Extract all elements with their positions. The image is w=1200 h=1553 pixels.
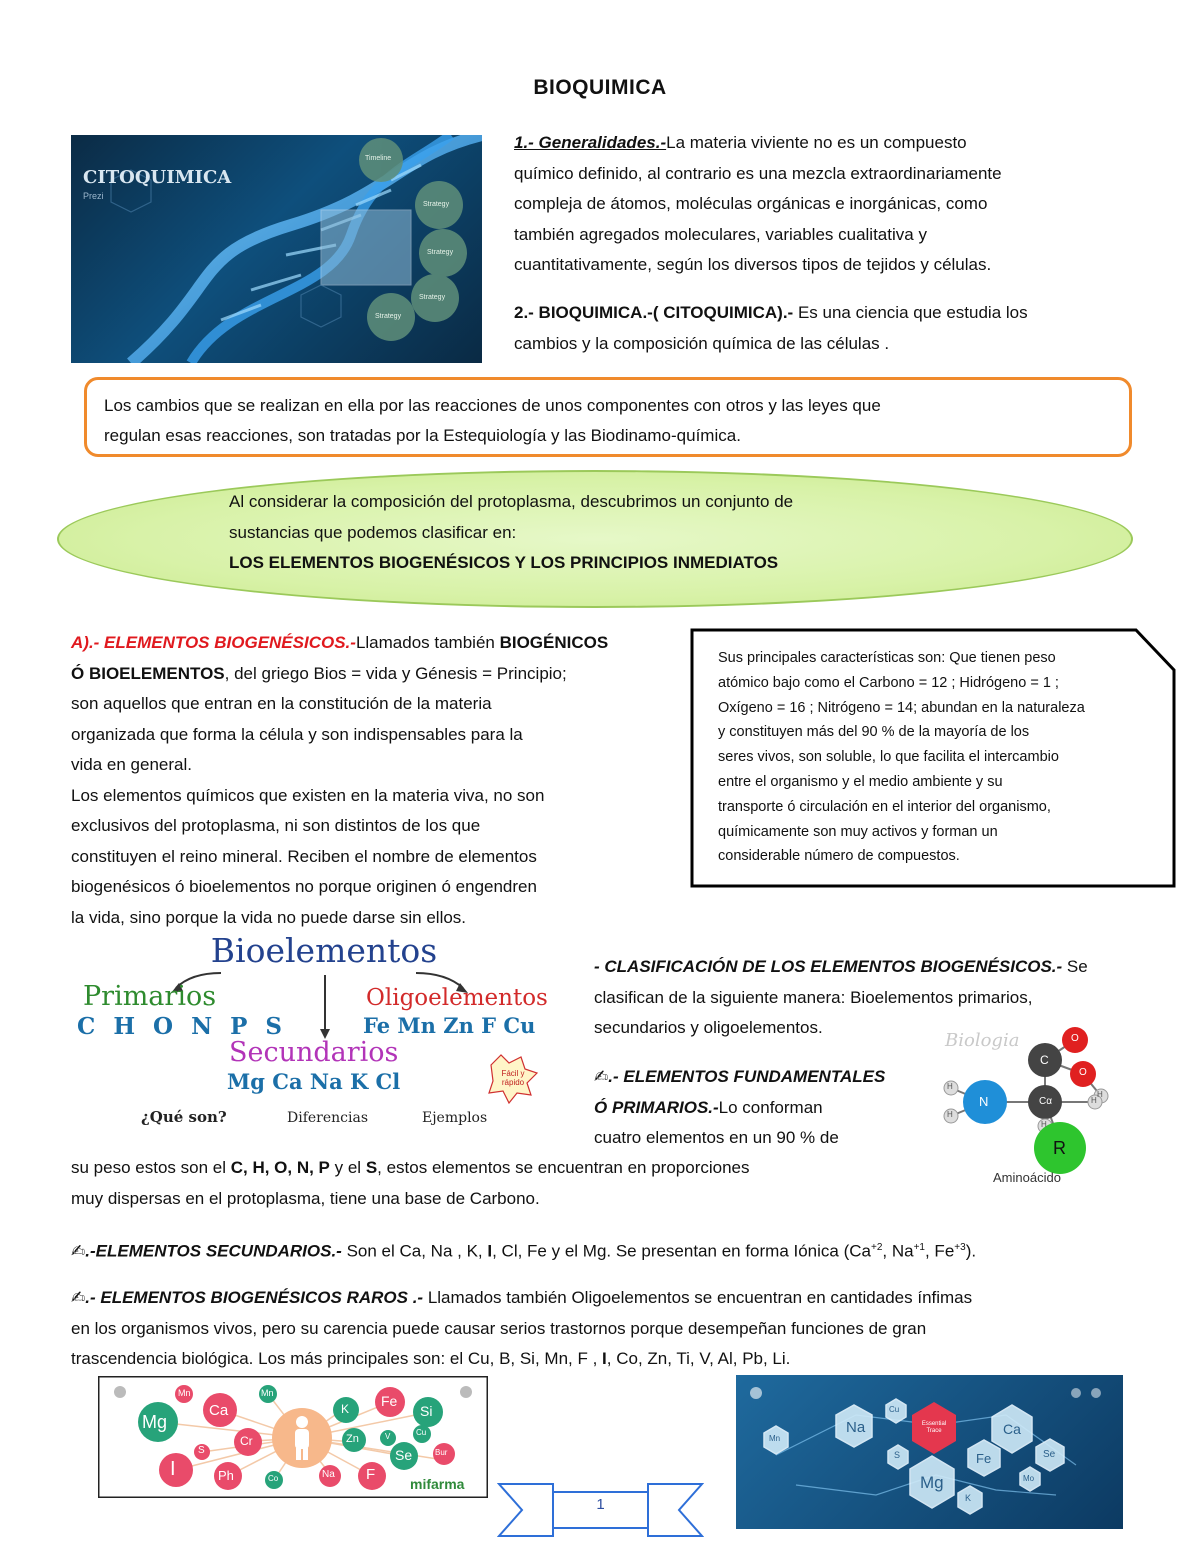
element-label: V [385, 1432, 391, 1441]
dna-bubble-label: Strategy [375, 313, 402, 320]
element-label: Ph [218, 1468, 234, 1483]
bio-oligo: Oligoelementos [366, 985, 548, 1011]
generalidades-text: La materia viviente no es un compuesto [666, 133, 967, 152]
element-label: Co [268, 1474, 279, 1483]
atom-label: H [1097, 1090, 1103, 1099]
hexagon-elements-image [736, 1375, 1123, 1529]
element-label: Na [846, 1419, 866, 1436]
fundamentales-text: y el [329, 1158, 366, 1177]
atom-label: N [979, 1094, 989, 1109]
caracteristicas-text [718, 646, 1138, 869]
caracteristicas-line: químicamente son muy activos y forman un [718, 823, 998, 840]
secundarios-text: , Fe [924, 1241, 955, 1261]
caracteristicas-line: Sus principales características son: Que tienen peso [718, 650, 1056, 666]
caracteristicas-line: atómico bajo como el Carbono = 12 ; Hidrógeno = 1 ; [718, 674, 1059, 691]
raros-line: en los organismos vivos, pero su carencia puede causar serios trastornos porque desempeñan funciones de gran [71, 1318, 927, 1338]
caracteristicas-line: y constituyen más del 90 % de la mayoría de los [718, 724, 1030, 741]
generalidades-line: compleja de átomos, moléculas orgánicas e inorgánicas, como [514, 194, 988, 213]
fundamentales-label: .- ELEMENTOS FUNDAMENTALES [608, 1067, 886, 1086]
bioquimica-line: cambios y la composición química de las células . [514, 333, 890, 353]
page-title: BIOQUIMICA [533, 76, 667, 99]
element-label: Mn [178, 1388, 191, 1398]
bioquimica-label: 2.- BIOQUIMICA.-( CITOQUIMICA).- [514, 303, 794, 322]
hex-center-label: Essential Trace [921, 1421, 947, 1434]
clasificacion-line: secundarios y oligoelementos. [594, 1018, 823, 1037]
element-label: Cu [889, 1405, 900, 1414]
element-label: Mg [142, 1412, 168, 1432]
page-number: 1 [596, 1496, 605, 1513]
fundamentales-continued [71, 1153, 891, 1214]
writing-hand-icon: ✍ [71, 1241, 86, 1261]
dna-bubble-label: Strategy [427, 249, 454, 256]
raros-text: Llamados también Oligoelementos se encuentran en cantidades ínfimas [423, 1288, 973, 1307]
biogenesicos-line: la vida, sino porque la vida no puede darse sin ellos. [71, 907, 467, 927]
element-label: Ca [209, 1402, 229, 1419]
bio-oligo-list: Fe Mn Zn F Cu [363, 1013, 536, 1038]
caracteristicas-line: transporte ó circulación en el interior del organismo, [718, 798, 1051, 815]
bio-q1: ¿Qué son? [141, 1108, 227, 1126]
bio-primarios: Primarios [83, 981, 217, 1012]
biogenicos-term: BIOGÉNICOS [499, 633, 609, 652]
element-label: Mn [769, 1434, 781, 1443]
minerales-image [98, 1376, 488, 1498]
dna-bubble-label: Strategy [419, 294, 446, 301]
generalidades-label: 1.- Generalidades.- [514, 133, 667, 152]
element-label: Mo [1023, 1474, 1035, 1483]
atom-label: C [1040, 1053, 1049, 1067]
dna-bubble-label: Strategy [423, 201, 450, 208]
reacciones-line: regulan esas reacciones, son tratadas por la Estequiología y las Biodinamo-química. [104, 426, 741, 445]
fundamentales-line: cuatro elementos en un 90 % de [594, 1128, 839, 1147]
element-label: Se [1043, 1449, 1056, 1460]
dna-image-subtitle: Prezi [83, 191, 104, 201]
iodine-symbol: I [602, 1349, 607, 1368]
caracteristicas-line: Oxígeno = 16 ; Nitrógeno = 14; abundan en la naturaleza [718, 699, 1085, 716]
atom-label: O [1079, 1067, 1087, 1078]
caracteristicas-line: entre el organismo y el medio ambiente y su [718, 773, 1003, 790]
element-label: Cu [416, 1428, 427, 1437]
bio-secundarios-list: Mg Ca Na K Cl [227, 1069, 401, 1094]
element-label: I [170, 1458, 176, 1480]
bio-primarios-list: C H O N P S [77, 1013, 288, 1040]
charge-sup: +1 [913, 1242, 925, 1253]
dna-image-title: CITOQUIMICA [83, 167, 232, 188]
bioquimica-text: Es una ciencia que estudia los [793, 303, 1028, 322]
element-label: S [894, 1450, 901, 1460]
atom-label: H [1041, 1120, 1047, 1129]
element-label: Fe [381, 1393, 398, 1409]
atom-label: H [947, 1110, 953, 1119]
charge-sup: +2 [870, 1242, 883, 1253]
reacciones-line: Los cambios que se realizan en ella por las reacciones de unos componentes con otros y las leyes que [104, 396, 881, 415]
primary-element-s: S [365, 1158, 378, 1177]
bio-badge: Fácil y rápido [501, 1069, 525, 1087]
dna-bubble-label: Timeline [365, 155, 392, 162]
clasificacion-line: clasifican de la siguiente manera: Bioelementos primarios, [594, 987, 1033, 1007]
amino-watermark: Biologia [945, 1030, 1020, 1051]
protoplasma-heading: LOS ELEMENTOS BIOGENÉSICOS Y LOS PRINCIPIOS INMEDIATOS [229, 553, 779, 572]
writing-hand-icon: ✍ [71, 1288, 86, 1307]
raros-text: , Co, Zn, Ti, V, Al, Pb, Li. [606, 1349, 791, 1368]
element-label: Ca [1003, 1421, 1021, 1437]
fundamentales-text: , estos elementos se encuentran en proporciones [377, 1158, 750, 1177]
charge-sup: +3 [954, 1242, 966, 1253]
element-label: Na [322, 1469, 335, 1480]
mifarma-logo: mifarma [410, 1476, 465, 1492]
section-fundamentales [594, 1062, 914, 1154]
section-secundarios [71, 1233, 1131, 1267]
bio-q2: Diferencias [287, 1110, 369, 1126]
bio-q3: Ejemplos [422, 1110, 488, 1126]
element-label: Mg [920, 1473, 944, 1492]
reacciones-text [104, 391, 1114, 451]
caracteristicas-line: seres vivos, son soluble, lo que facilita el intercambio [718, 749, 1059, 766]
hexagon-diagram [736, 1375, 1123, 1529]
bioelementos-term: Ó BIOELEMENTOS [71, 663, 225, 683]
biogenesicos-line: Los elementos químicos que existen en la materia viva, no son [71, 785, 545, 805]
atom-label: O [1071, 1033, 1079, 1044]
fundamentales-line: muy dispersas en el protoplasma, tiene una base de Carbono. [71, 1188, 540, 1208]
raros-label: .- ELEMENTOS BIOGENÉSICOS RAROS .- [85, 1288, 424, 1307]
amino-caption: Aminoácido [993, 1170, 1061, 1185]
bio-secundarios: Secundarios [229, 1037, 399, 1068]
bioelementos-image [71, 933, 577, 1140]
fundamentales-label: Ó PRIMARIOS.- [594, 1097, 719, 1117]
raros-text: trascendencia biológica. Los más principales son: el Cu, B, Si, Mn, F , [71, 1349, 603, 1368]
caracteristicas-line: considerable número de compuestos. [718, 848, 960, 865]
element-label: Mn [261, 1388, 274, 1398]
atom-label: H [947, 1082, 953, 1091]
element-label: F [366, 1466, 376, 1483]
generalidades-line: cuantitativamente, según los diversos tipos de tejidos y células. [514, 255, 992, 274]
writing-hand-icon: ✍ [594, 1067, 609, 1086]
protoplasma-line: Al considerar la composición del protoplasma, descubrimos un conjunto de [229, 492, 794, 511]
section-raros [71, 1283, 1127, 1375]
reacciones-box [84, 377, 1132, 457]
bio-title: Bioelementos [210, 931, 438, 970]
biogenesicos-line: organizada que forma la célula y son indispensables para la [71, 724, 523, 744]
biogenesicos-text: , del griego Bios = vida y Génesis = Principio; [224, 663, 567, 683]
element-label: Cr [240, 1434, 253, 1448]
biogenesicos-line: vida en general. [71, 755, 192, 774]
generalidades-line: también agregados moleculares, variables cualitativa y [514, 224, 927, 244]
clasificacion-label: - CLASIFICACIÓN DE LOS ELEMENTOS BIOGENÉSICOS.- [594, 957, 1063, 976]
element-label: Bur [435, 1448, 448, 1457]
biogenesicos-label: A).- ELEMENTOS BIOGENÉSICOS.- [71, 633, 356, 652]
fundamentales-text: su peso estos son el [71, 1158, 231, 1177]
dna-image [71, 135, 482, 363]
element-label: Zn [346, 1433, 359, 1445]
biogenesicos-line: son aquellos que entran en la constitución de la materia [71, 694, 492, 713]
atom-label: H [1091, 1096, 1097, 1105]
element-label: Fe [976, 1451, 992, 1466]
primary-elements: C, H, O, N, P [230, 1158, 330, 1177]
secundarios-text: Son el Ca, Na , K, [341, 1241, 488, 1261]
secundarios-text: , Na [882, 1241, 914, 1261]
protoplasma-line: sustancias que podemos clasificar en: [229, 522, 517, 542]
fundamentales-text: Lo conforman [718, 1097, 823, 1117]
secundarios-label: .-ELEMENTOS SECUNDARIOS.- [85, 1241, 342, 1261]
section-generalidades [514, 128, 1115, 281]
secundarios-text: , Cl, Fe y el Mg. Se presentan en forma Iónica (Ca [492, 1241, 871, 1261]
element-label: K [965, 1493, 972, 1503]
generalidades-line: químico definido, al contrario es una mezcla extraordinariamente [514, 163, 1002, 183]
element-label: K [341, 1402, 350, 1416]
section-elementos-biogenesicos [71, 628, 657, 933]
biogenesicos-text: Llamados también [355, 633, 500, 652]
atom-label: Cα [1039, 1096, 1053, 1107]
clasificacion-text: Se [1062, 957, 1088, 976]
biogenesicos-line: biogenésicos ó bioelementos no porque originen ó engendren [71, 877, 537, 896]
biogenesicos-line: constituyen el reino mineral. Reciben el nombre de elementos [71, 846, 537, 866]
element-label: S [198, 1445, 205, 1456]
element-label: Se [395, 1447, 413, 1463]
element-label: Si [420, 1403, 433, 1419]
secundarios-text: ). [965, 1241, 977, 1261]
aminoacido-image [935, 1022, 1128, 1187]
iodine-symbol: I [487, 1241, 493, 1261]
atom-label: R [1053, 1138, 1066, 1158]
section-bioquimica [514, 298, 1115, 359]
protoplasma-text [229, 487, 929, 579]
biogenesicos-line: exclusivos del protoplasma, ni son distintos de los que [71, 816, 481, 835]
